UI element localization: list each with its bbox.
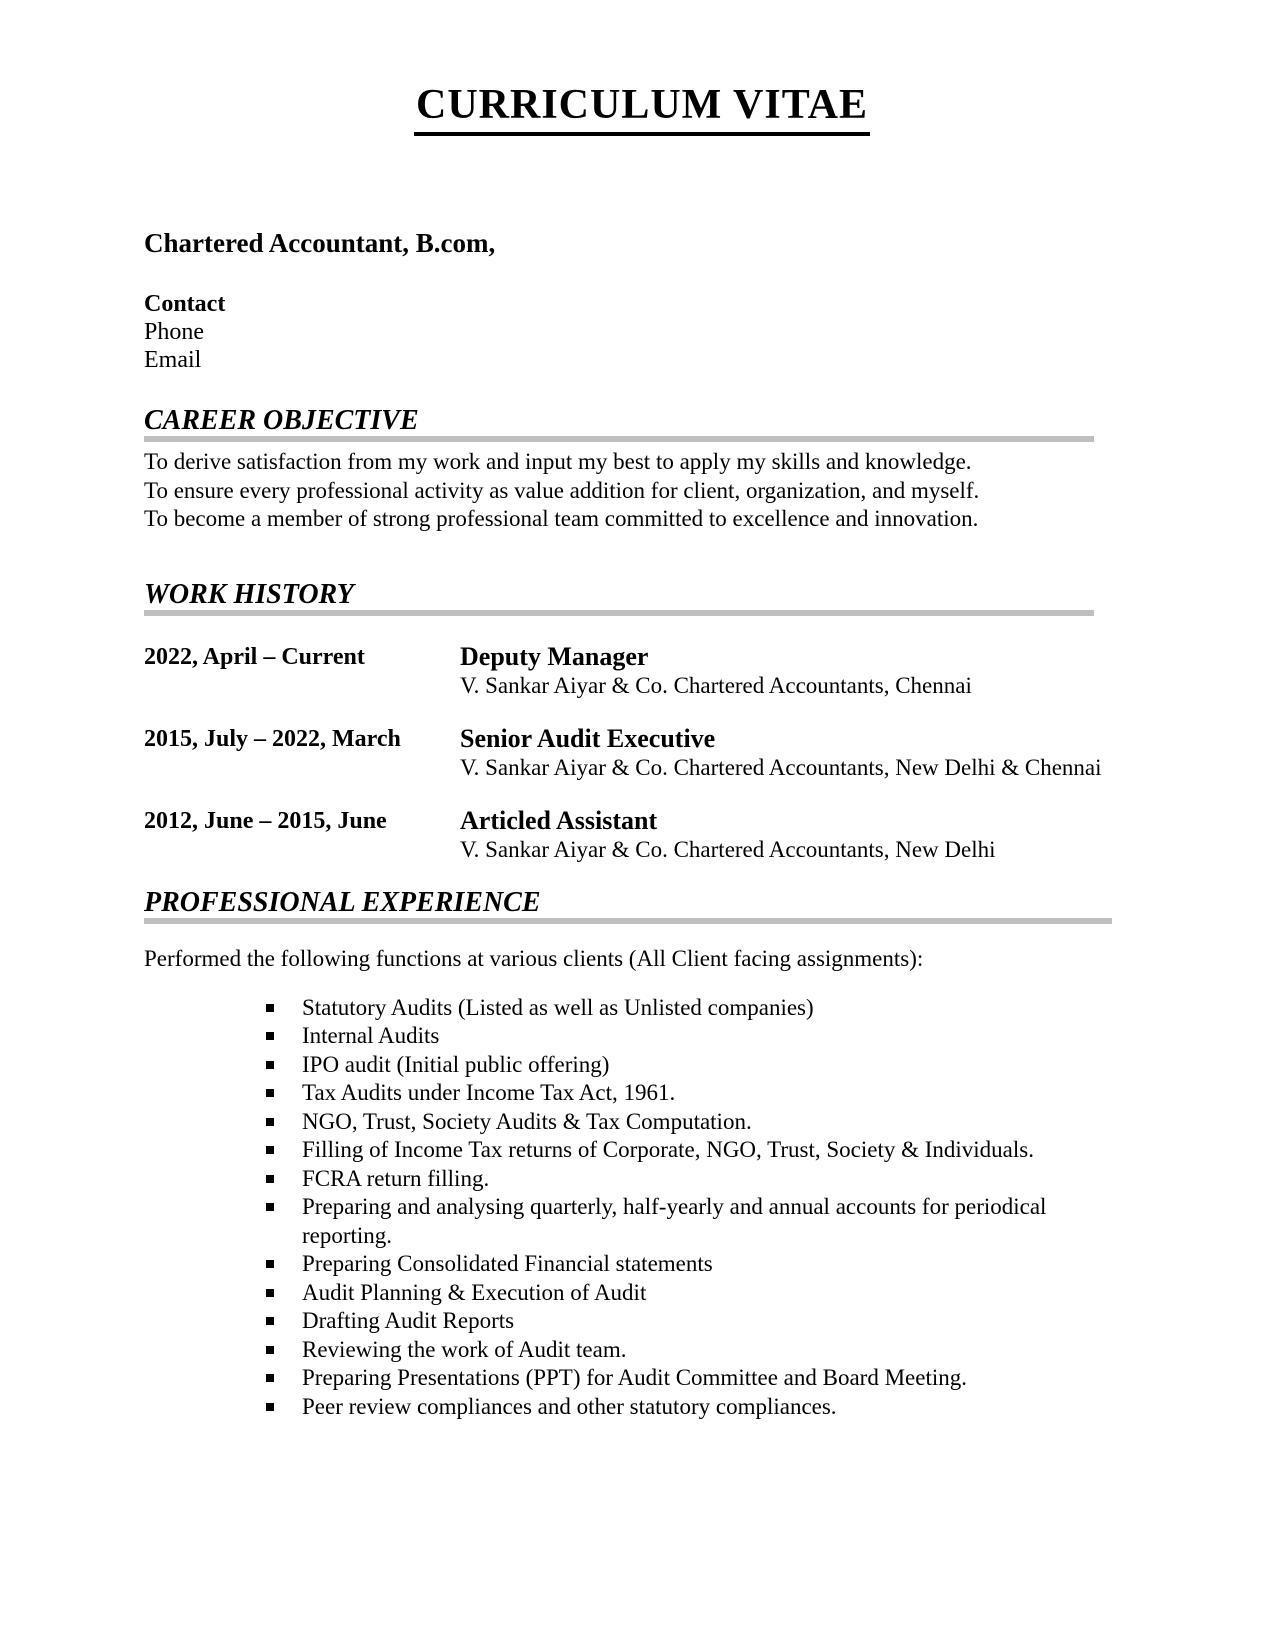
- bullet-marker: [266, 1061, 274, 1069]
- experience-bullet-text: Preparing Presentations (PPT) for Audit Committee and Board Meeting.: [302, 1365, 967, 1390]
- experience-bullet: [302, 1307, 1140, 1336]
- experience-bullet-text: IPO audit (Initial public offering): [302, 1051, 610, 1077]
- experience-bullet-text: NGO, Trust, Society Audits & Tax Computation.: [302, 1108, 752, 1134]
- contact-email-label: Email: [144, 347, 202, 373]
- credentials-line: Chartered Accountant, B.com,: [144, 228, 496, 258]
- work-entry: [144, 724, 1140, 782]
- work-entry-dates: 2022, April – Current: [144, 643, 365, 670]
- experience-bullet-list: [144, 994, 1140, 1422]
- work-history-list: [144, 642, 1140, 864]
- section-heading-work-history: WORK HISTORY: [144, 580, 1094, 616]
- experience-bullet-text: Internal Audits: [302, 1023, 440, 1048]
- objective-line: To ensure every professional activity as value addition for client, organization, and myself.: [144, 477, 980, 503]
- bullet-marker: [266, 1289, 274, 1297]
- bullet-marker: [266, 1346, 274, 1354]
- experience-bullet: [302, 1051, 1140, 1080]
- bullet-marker: [266, 1089, 274, 1097]
- section-heading-career-objective: CAREER OBJECTIVE: [144, 406, 1094, 442]
- work-entry-title: Senior Audit Executive: [460, 723, 716, 753]
- bullet-marker: [266, 1317, 274, 1325]
- bullet-marker: [266, 1118, 274, 1126]
- experience-bullet: [302, 1136, 1140, 1165]
- bullet-marker: [266, 1004, 274, 1012]
- page-title: CURRICULUM VITAE: [414, 80, 870, 136]
- experience-bullet: [302, 1393, 1140, 1422]
- experience-bullet: [302, 1165, 1140, 1194]
- experience-bullet-text: Tax Audits under Income Tax Act, 1961.: [302, 1080, 676, 1105]
- experience-bullet-text: Statutory Audits (Listed as well as Unlisted companies): [302, 994, 814, 1020]
- work-entry: [144, 642, 1140, 700]
- experience-intro: Performed the following functions at various clients (All Client facing assignments):: [144, 945, 924, 971]
- objective-line: To become a member of strong professional team committed to excellence and innovation.: [144, 506, 979, 531]
- bullet-marker: [266, 1175, 274, 1183]
- experience-bullet: [302, 1364, 1140, 1393]
- work-entry-title: Deputy Manager: [460, 641, 649, 671]
- experience-bullet-text: Peer review compliances and other statutory compliances.: [302, 1393, 837, 1419]
- experience-bullet: [302, 994, 1140, 1023]
- work-entry-detail: [460, 806, 1140, 864]
- experience-bullet: [302, 1193, 1140, 1250]
- work-entry-company: V. Sankar Aiyar & Co. Chartered Accountants, New Delhi: [460, 836, 996, 862]
- work-entry-company: V. Sankar Aiyar & Co. Chartered Accountants, Chennai: [460, 672, 972, 698]
- bullet-marker: [266, 1260, 274, 1268]
- work-entry-detail: [460, 724, 1140, 782]
- experience-bullet: [302, 1022, 1140, 1051]
- career-objective-text: [144, 448, 1140, 534]
- work-entry-dates: 2012, June – 2015, June: [144, 807, 387, 834]
- work-entry-company: V. Sankar Aiyar & Co. Chartered Accountants, New Delhi & Chennai: [460, 754, 1102, 780]
- experience-bullet-text: Filling of Income Tax returns of Corporate, NGO, Trust, Society & Individuals.: [302, 1137, 1034, 1162]
- bullet-marker: [266, 1146, 274, 1154]
- experience-bullet-text: FCRA return filling.: [302, 1165, 490, 1191]
- bullet-marker: [266, 1403, 274, 1411]
- contact-heading: Contact: [144, 291, 226, 317]
- bullet-marker: [266, 1374, 274, 1382]
- section-heading-professional-experience: PROFESSIONAL EXPERIENCE: [144, 888, 1112, 924]
- experience-bullet-text: Audit Planning & Execution of Audit: [302, 1279, 647, 1305]
- bullet-marker: [266, 1032, 274, 1040]
- work-entry-dates: 2015, July – 2022, March: [144, 725, 401, 752]
- experience-bullet: [302, 1336, 1140, 1365]
- experience-bullet: [302, 1279, 1140, 1308]
- objective-line: To derive satisfaction from my work and input my best to apply my skills and knowledge.: [144, 449, 972, 474]
- experience-bullet: [302, 1079, 1140, 1108]
- experience-bullet-text: Preparing and analysing quarterly, half-yearly and annual accounts for periodical reporting.: [302, 1194, 1047, 1248]
- title-row: [144, 80, 1140, 136]
- work-entry: [144, 806, 1140, 864]
- work-entry-detail: [460, 642, 1140, 700]
- experience-bullet-text: Drafting Audit Reports: [302, 1308, 515, 1333]
- experience-bullet: [302, 1250, 1140, 1279]
- contact-phone-label: Phone: [144, 319, 204, 345]
- work-entry-title: Articled Assistant: [460, 805, 658, 835]
- experience-bullet-text: Reviewing the work of Audit team.: [302, 1336, 627, 1362]
- experience-bullet-text: Preparing Consolidated Financial statements: [302, 1251, 713, 1276]
- contact-block: [144, 290, 1140, 374]
- bullet-marker: [266, 1203, 274, 1211]
- experience-bullet: [302, 1108, 1140, 1137]
